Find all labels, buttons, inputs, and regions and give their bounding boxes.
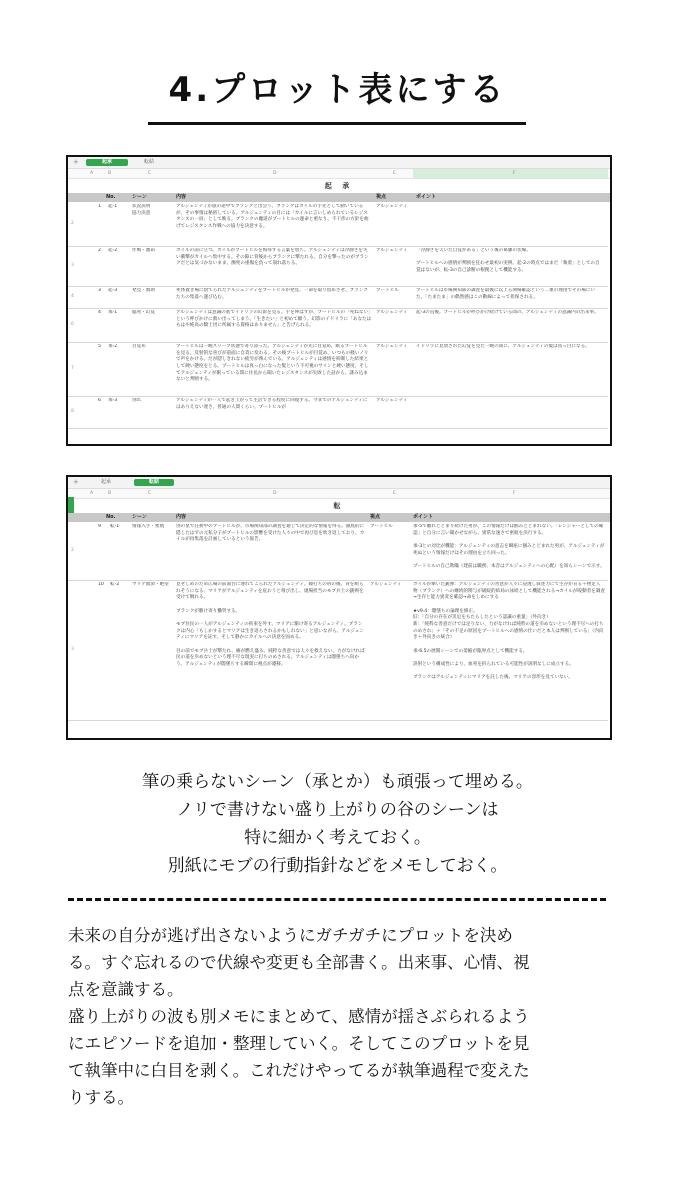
caption-line: 特に細かく考えておく。 (244, 828, 431, 848)
table-row (68, 396, 608, 429)
cell-id: 起-1 (108, 204, 118, 209)
cell-content: アルジェンティが旅の途中でブランクと出会う。ブランクはカイルの手先として動いているが、その事情は秘匿している。アルジェンティの目には「カイルに言いしめられているレジスタンスの一員」として映る。ブランクの魔道がプートヒルの運命と重なり、不干渉の方針を曲げてレジスタンス作戦への協力を決意する。 (176, 204, 369, 229)
body-line: て執筆中に白目を剥く。これだけやってるが執筆過程で変えた (68, 1061, 530, 1080)
row-number: 7 (71, 366, 74, 371)
cell-no: 5 (98, 344, 101, 349)
cell-point (416, 204, 604, 245)
table-row (68, 286, 608, 309)
sheet-tab-bar (68, 157, 610, 169)
caption-line: 筆の乗らないシーン（承とか）も頑張って埋める。 (142, 772, 533, 792)
cell-point: カイルが撃いた銃弾：アルジェンティの善意が人々に浸透し叙述力にて生存が宣る＋物足人物（ブランク）への継続的関与が破綻的結局の泳続として機能される→カイルが殴動者を調査→生存と能力異変を確認→命をしめにする ★v9.4：闇墜ちの論理を修正。 旧：「自分の存在が災厄をもたらしたという認識の重量」（外向き） 新：「純粋な善意だけでは足りない、力がなければ純粋の道を歩めないという理不尽への打ちのめされ」＋「その不足の原因をプートヒルへの感情の仕いだと本人は判断している」（内向き＋外向きの統合） 承-6.5の展開シーンでの萎縮が臨界点として機能する。 誤射という構成性により、血死を択られている可能性が説明なしに成立する。 ブランクはアルジェンティにマリアを託した後、マリアの容形を見ていない。 (413, 582, 605, 681)
table-row (68, 202, 608, 247)
cell-scene: 作戦・激昂 (132, 248, 155, 253)
cell-id: 承-1 (108, 310, 118, 315)
row-number: 3 (71, 263, 74, 268)
cell-pov: アルジェンティ (376, 310, 408, 315)
col-b: B (108, 491, 112, 496)
row-number: 8 (71, 409, 74, 414)
col-b: B (108, 171, 112, 176)
cell-point: 承-5で離れとどまり続けた男が、この情報だけは掴みとどまれない。「レンジャーとしての確認」と自分に言い聞かせながら、異常な速さで密航を決行する。 承-3との対比が機能：アルジェンティの意志を瞬座に掴みとどまれた男が、アルジェンティが死ぬという情報だけはその理由を立ち回った。 プートヒルの自己欺瞞（建前は職務、本音はアルジェンティへの心配）を知らシーンで示す。 (413, 524, 605, 569)
cell-scene: 別れ (132, 398, 142, 403)
section-title: 起 承 (324, 182, 354, 190)
cell-point: イドリラに見放された幻覚を見た一晩の間に、アルジェンティの髪は真っ白になる。 (416, 344, 590, 349)
cell-content: カイルの前に立つ。カイルがプートヒルを侮辱する言葉を放ち、アルジェンティは冷静さを失い衝撃がカイルへ集中する。その隙に背後からブランクに撃たれる。自分を撃ったのがブランクだとは気づかないまま、瀕死の重傷を負って崩れ落ちる。 (176, 248, 369, 267)
table-body (68, 202, 610, 442)
sheet-tab-bar (68, 477, 610, 489)
cell-pov: アルジェンティ (376, 398, 408, 403)
column-header-row (68, 489, 610, 499)
header-scene: シーン (132, 514, 147, 520)
cell-content: プートヒルは一晩スリープ状態で寄り添った。アルジェンティが先に目覚め、眠るプートヒルを見る。反射的な喜びが前面に自責に変わる。その後プートヒルが目覚め、いつもの軽いノリで声をかける。だが隠しきれない疲労が滲んでいる。アルジェンティは感情を抑制した結果として硬い態度をとる。プートヒルは真っ白になった髪という不可視のサインと硬い態度、そしてアルジェンティが眠っている間に住民から聞いたレジスタンスが失敗した話から、謎み込まないと判断する。 (176, 344, 369, 383)
body-line: 盛り上がりの波も別メモにまとめて、感情が揺さぶられるよう (68, 1007, 530, 1026)
cell-scene: 発見・救助 (132, 288, 155, 293)
section-title: 転 (333, 502, 345, 510)
dashed-divider (68, 898, 606, 901)
col-a: A (90, 171, 94, 176)
body-line: 点を意識する。 (68, 980, 184, 999)
spreadsheet-screenshot-2 (66, 475, 612, 740)
col-f: F (513, 491, 516, 496)
add-sheet-icon[interactable]: + (73, 158, 79, 166)
table-row (68, 246, 608, 287)
col-c: C (148, 491, 152, 496)
cell-point: 「冷静さを欠いた自覚がある」という後の葛藤の伏線。 プートヒルへの感情が判断を狂わせ最初の実例。起-2の時点ではまだ「執着」としての自覚はないが、転-3の自己診断の根拠として機能する。 (416, 248, 600, 273)
cell-content: 別の星で任務中のプートヒルが、市場関知部の調査を通じて決定的な情報を得る。徹底的に隠したはずの元私分子がプートヒルの影響を受けた人々の中で再び息を吹き返しており、カイルが再集落を計画しているという報告。 (176, 524, 365, 543)
cell-no: 10 (98, 582, 104, 587)
cell-no: 9 (98, 524, 101, 529)
spreadsheet-screenshot-1 (66, 155, 612, 446)
col-d: D (273, 491, 277, 496)
table-row (68, 522, 608, 581)
column-header-row (68, 169, 610, 179)
body-paragraph (68, 922, 608, 1111)
col-a: A (90, 491, 94, 496)
cell-id: 転-1 (110, 524, 120, 529)
header-no: No. (106, 194, 116, 200)
tab-tenketsu[interactable]: 転結 (143, 159, 154, 165)
row-number: 6 (71, 322, 74, 327)
add-sheet-icon[interactable]: + (73, 478, 79, 486)
cell-content: 見せしめのため広場の前面台に連れてこられたアルジェンティ。磔打ちの刑の後、背を組られそうになる。マリアがアルジェンティを庇おうと飛び出し、規場担当のモブ兵士の銃剣を受けて倒れる。 ブランクが駆け寄り慟哭する。 モブ住民の一人がアルジェンティの拘束を外す。マリアに駆け寄るアルジェンティ。ブランクは内心「もしかするとマリアは生き返らされるかもしれない」と思いながら、アルジェンティにマリアを託す。そして静かにカイルへの決意を固める。 目の前でモブ兵士が撃たれ、痛が燃え盛る。純粋な善意では人々を救えない。力がなければ民の道を歩めないという理不尽な現実に打ちのめされる。アルジェンティは闇墜ちへ向かう。アルジェンティが闇墜ちする瞬間に視点が遷移。 (176, 582, 365, 667)
tab-tenketsu[interactable]: 転結 (134, 479, 174, 486)
row-number: 4 (71, 294, 74, 299)
row-number: 2 (71, 548, 74, 553)
cell-id: 承-2 (108, 344, 118, 349)
cell-pov: アルジェンティ (376, 344, 408, 349)
cell-id: 転-2 (110, 582, 120, 587)
body-line: る。すぐ忘れるので伏線や変更も全部書く。出来事、心情、視 (68, 953, 530, 972)
table-row (68, 580, 608, 721)
header-no: No. (106, 514, 116, 520)
header-content: 内容 (176, 514, 187, 520)
cell-pov: アルジェンティ (370, 582, 402, 587)
header-scene: シーン (132, 194, 147, 200)
cell-content: 死体置き場に捨てられたアルジェンティをプートヒルが発見。一命を取り留めさせ、ブランクたちの集落へ運び込む。 (176, 288, 368, 300)
cell-no: 4 (98, 310, 101, 315)
header-pov: 視点 (376, 194, 387, 200)
cell-pov: アルジェンティ (376, 248, 408, 253)
table-header (68, 193, 610, 202)
col-f: F (513, 171, 516, 176)
row-number: 3 (71, 647, 74, 652)
table-body (68, 522, 610, 740)
cell-scene: 臨死・幻覚 (132, 310, 155, 315)
cell-no: 2 (98, 248, 101, 253)
cell-no: 3 (98, 288, 101, 293)
table-row (68, 308, 608, 343)
table-row (68, 342, 608, 397)
cell-pov: プートヒル (370, 524, 393, 529)
caption-line: ノリで書けない盛り上がりの谷のシーンは (176, 800, 499, 820)
header-pov: 視点 (370, 514, 381, 520)
cell-content: アルジェンティは意識の底でイドリラの幻影を見る。手を伸ばすが、プートヒルの「死ねない」という呼びかけに救い出ってしまう。「生きたい」と初めて願う。幻影のイドリラに「あなたはもはや純高の騎士団に所属する資格はありません」と告げられる。 (176, 310, 372, 329)
row-number: 2 (71, 221, 74, 226)
col-d: D (273, 171, 277, 176)
table-header (68, 513, 610, 522)
col-c: C (148, 171, 152, 176)
cell-pov: プートヒル (376, 288, 399, 293)
page-title: 4.プロット表にする (168, 70, 507, 110)
body-line: にエピソードを追加・整理していく。そしてこのプロットを見 (68, 1034, 530, 1053)
body-line: 未来の自分が逃げ出さないようにガチガチにプロットを決め (68, 926, 513, 945)
cell-point: 起-3の直後。プートヒルが呼びかけ続けている間の、アルジェンティの意識内の出来事。 (416, 310, 599, 315)
cell-id: 起-3 (108, 288, 118, 293)
cell-scene: マリア救済・絶望 (132, 582, 169, 587)
cell-point: プートヒルは市場関知部の調査を最後に以上る関場確認という二重の理由でその場にいた。「たまたま」の偶然感はこの動線によって担保される。 (416, 288, 596, 300)
col-e: E (393, 491, 396, 496)
cell-no: 1 (98, 204, 101, 209)
cell-scene: 状況説明 協力決意 (132, 204, 151, 216)
cell-content: アルジェンティが一人で起き上がって生活できる程度に回復する。今までのアルジェンティにはありえない遅さ、普通の人間くらい。プートヒルが (176, 398, 368, 410)
cell-scene: 目覚め (132, 344, 146, 349)
cell-id: 起-2 (108, 248, 118, 253)
col-e: E (393, 171, 396, 176)
tab-kisho[interactable]: 起承 (86, 159, 128, 166)
cell-point (416, 398, 604, 427)
cell-scene: 情報入手・密航 (132, 524, 165, 529)
tab-kisho[interactable]: 起承 (100, 479, 111, 485)
cell-id: 承-3 (108, 398, 118, 403)
cell-pov: アルジェンティ (376, 204, 408, 209)
header-content: 内容 (176, 194, 187, 200)
cell-no: 6 (98, 398, 101, 403)
header-point: ポイント (416, 194, 437, 200)
header-point: ポイント (413, 514, 434, 520)
body-line: りする。 (68, 1088, 134, 1107)
title-underline (148, 122, 526, 125)
caption-line: 別紙にモブの行動指針などをメモしておく。 (167, 856, 508, 876)
